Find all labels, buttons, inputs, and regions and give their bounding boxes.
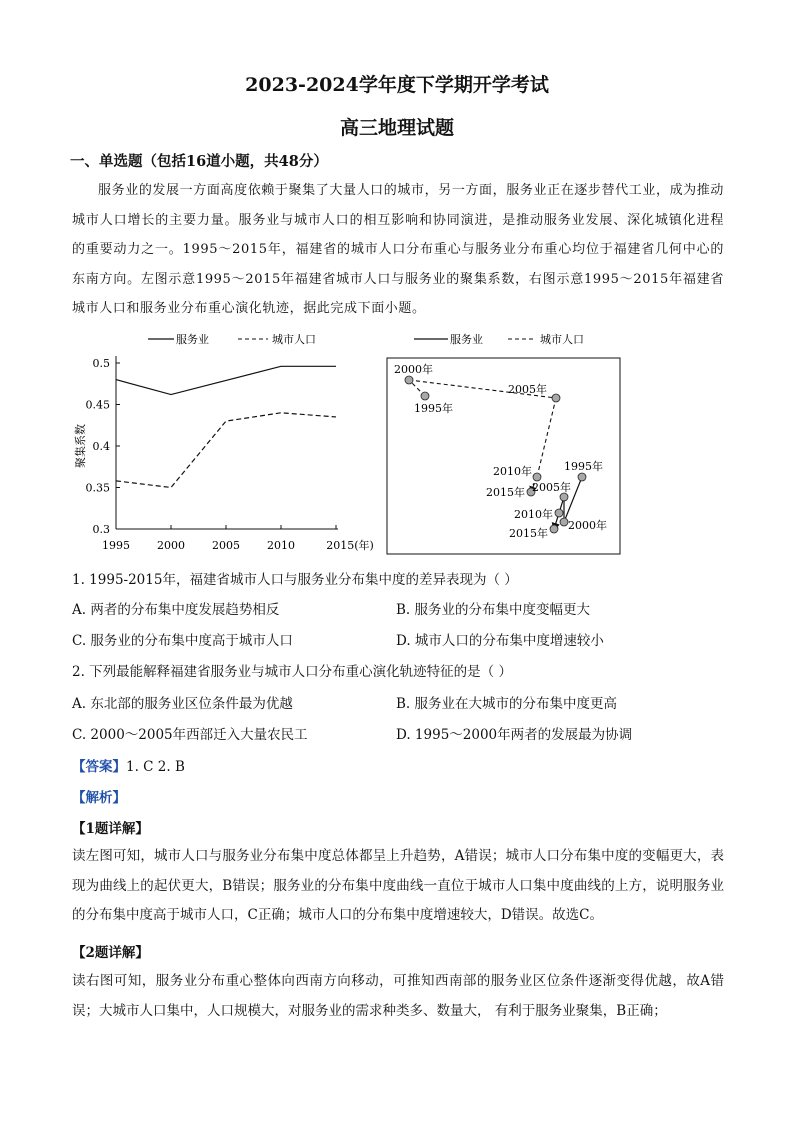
passage-text: 服务业的发展一方面高度依赖于聚集了大量人口的城市，另一方面，服务业正在逐步替代工业，成为推动城市人口增长的主要力量。服务业与城市人口的相互影响和协同演进，是推动服务业发展、深化城镇化进程的重要动力之一。1995～2015年，福建省的城市人口分布重心与服务业分布重心均位于福建省几何中心的东南方向。左图示意1995～2015年福建省城市人口与服务业的聚集系数，右图示意1995～2015年福建省城市人口和服务业分布重心演化轨迹，据此完成下面小题。 bbox=[72, 183, 724, 316]
legend-label-population-r: 城市人口 bbox=[540, 333, 584, 346]
q2-option-b[interactable]: B. 服务业在大城市的分布集中度更高 bbox=[396, 696, 618, 712]
service-year-label: 1995年 bbox=[564, 460, 603, 473]
q1-detail bbox=[72, 842, 724, 931]
population-trajectory-segment bbox=[537, 398, 556, 477]
x-tick-label: 2015(年) bbox=[326, 539, 374, 552]
service-year-label: 2005年 bbox=[532, 481, 571, 494]
analysis-heading bbox=[72, 786, 126, 806]
y-axis-label: 聚集系数 bbox=[74, 424, 87, 468]
question-1-stem: 1. 1995-2015年，福建省城市人口与服务业分布集中度的差异表现为（ ） bbox=[72, 572, 518, 588]
population-year-label: 2015年 bbox=[486, 486, 525, 499]
service-year-label: 2010年 bbox=[514, 508, 553, 521]
y-tick-label: 0.35 bbox=[85, 481, 110, 495]
exam-subtitle: 高三地理试题 bbox=[339, 117, 454, 139]
answer-line bbox=[72, 755, 185, 775]
service-year-label: 2000年 bbox=[568, 519, 607, 532]
population-year-label: 1995年 bbox=[414, 402, 453, 415]
service-year-label: 2015年 bbox=[509, 527, 548, 540]
population-center-point bbox=[533, 473, 541, 481]
service-center-point bbox=[550, 525, 558, 533]
q2-option-c[interactable]: C. 2000～2005年西部迁入大量农民工 bbox=[72, 727, 308, 743]
service-center-point bbox=[560, 518, 568, 526]
right-trajectory-chart bbox=[384, 326, 629, 558]
q2-option-a[interactable]: A. 东北部的服务业区位条件最为优越 bbox=[72, 696, 293, 712]
population-center-point bbox=[405, 376, 413, 384]
q2-detail-text: 读右图可知，服务业分布重心整体向西南方向移动，可推知西南部的服务业区位条件逐渐变得优越，故A错误；大城市人口集中，人口规模大，对服务业的需求种类多、数量大， 有利于服务业聚集，B正确； bbox=[72, 973, 724, 1019]
population-year-label: 2000年 bbox=[394, 363, 433, 376]
x-tick-label: 2010 bbox=[267, 539, 295, 552]
q1-detail-heading: 【1题详解】 bbox=[72, 821, 149, 837]
section-heading: 一、单选题（包括16道小题，共48分） bbox=[70, 153, 328, 170]
q2-detail-heading: 【2题详解】 bbox=[72, 945, 149, 961]
q1-option-d[interactable]: D. 城市人口的分布集中度增速较小 bbox=[396, 633, 604, 649]
q2-option-d[interactable]: D. 1995～2000年两者的发展最为协调 bbox=[396, 727, 633, 743]
population-year-label: 2010年 bbox=[493, 465, 532, 478]
q1-option-a[interactable]: A. 两者的分布集中度发展趋势相反 bbox=[72, 602, 280, 618]
q1-option-c[interactable]: C. 服务业的分布集中度高于城市人口 bbox=[72, 633, 293, 649]
q1-detail-text: 读左图可知，城市人口与服务业分布集中度总体都呈上升趋势，A错误；城市人口分布集中度的变幅更大，表现为曲线上的起伏更大，B错误；服务业的分布集中度曲线一直位于城市人口集中度曲线的上方，说明服务业的分布集中度高于城市人口，C正确；城市人口的分布集中度增速较大，D错误。故选C。 bbox=[72, 848, 724, 923]
x-tick-label: 2000 bbox=[157, 539, 185, 552]
population-center-point bbox=[552, 394, 560, 402]
y-tick-label: 0.5 bbox=[92, 357, 110, 370]
y-tick-label: 0.3 bbox=[92, 523, 110, 536]
y-tick-label: 0.4 bbox=[92, 440, 110, 453]
service-center-point bbox=[555, 509, 563, 517]
q2-detail bbox=[72, 967, 724, 1026]
x-tick-label: 1995 bbox=[102, 539, 130, 552]
legend-label-service: 服务业 bbox=[176, 333, 209, 346]
answer-label: 【答案】 bbox=[72, 759, 126, 775]
left-line-chart bbox=[70, 326, 380, 558]
x-tick-label: 2005 bbox=[212, 539, 240, 552]
answer-text: 1. C 2. B bbox=[126, 759, 185, 775]
series-line-service bbox=[116, 366, 336, 394]
legend-label-service-r: 服务业 bbox=[450, 333, 483, 346]
passage bbox=[72, 176, 724, 324]
service-center-point bbox=[560, 493, 568, 501]
legend-label-population: 城市人口 bbox=[272, 333, 316, 346]
population-year-label: 2005年 bbox=[508, 383, 547, 396]
population-center-point bbox=[421, 392, 429, 400]
analysis-label: 【解析】 bbox=[72, 790, 126, 806]
q1-option-b[interactable]: B. 服务业的分布集中度变幅更大 bbox=[396, 602, 591, 618]
question-2-stem: 2. 下列最能解释福建省服务业与城市人口分布重心演化轨迹特征的是（ ） bbox=[72, 664, 512, 680]
exam-title: 2023-2024学年度下学期开学考试 bbox=[245, 74, 549, 96]
service-center-point bbox=[578, 473, 586, 481]
y-tick-label: 0.45 bbox=[85, 398, 110, 412]
series-line-population bbox=[116, 413, 336, 488]
